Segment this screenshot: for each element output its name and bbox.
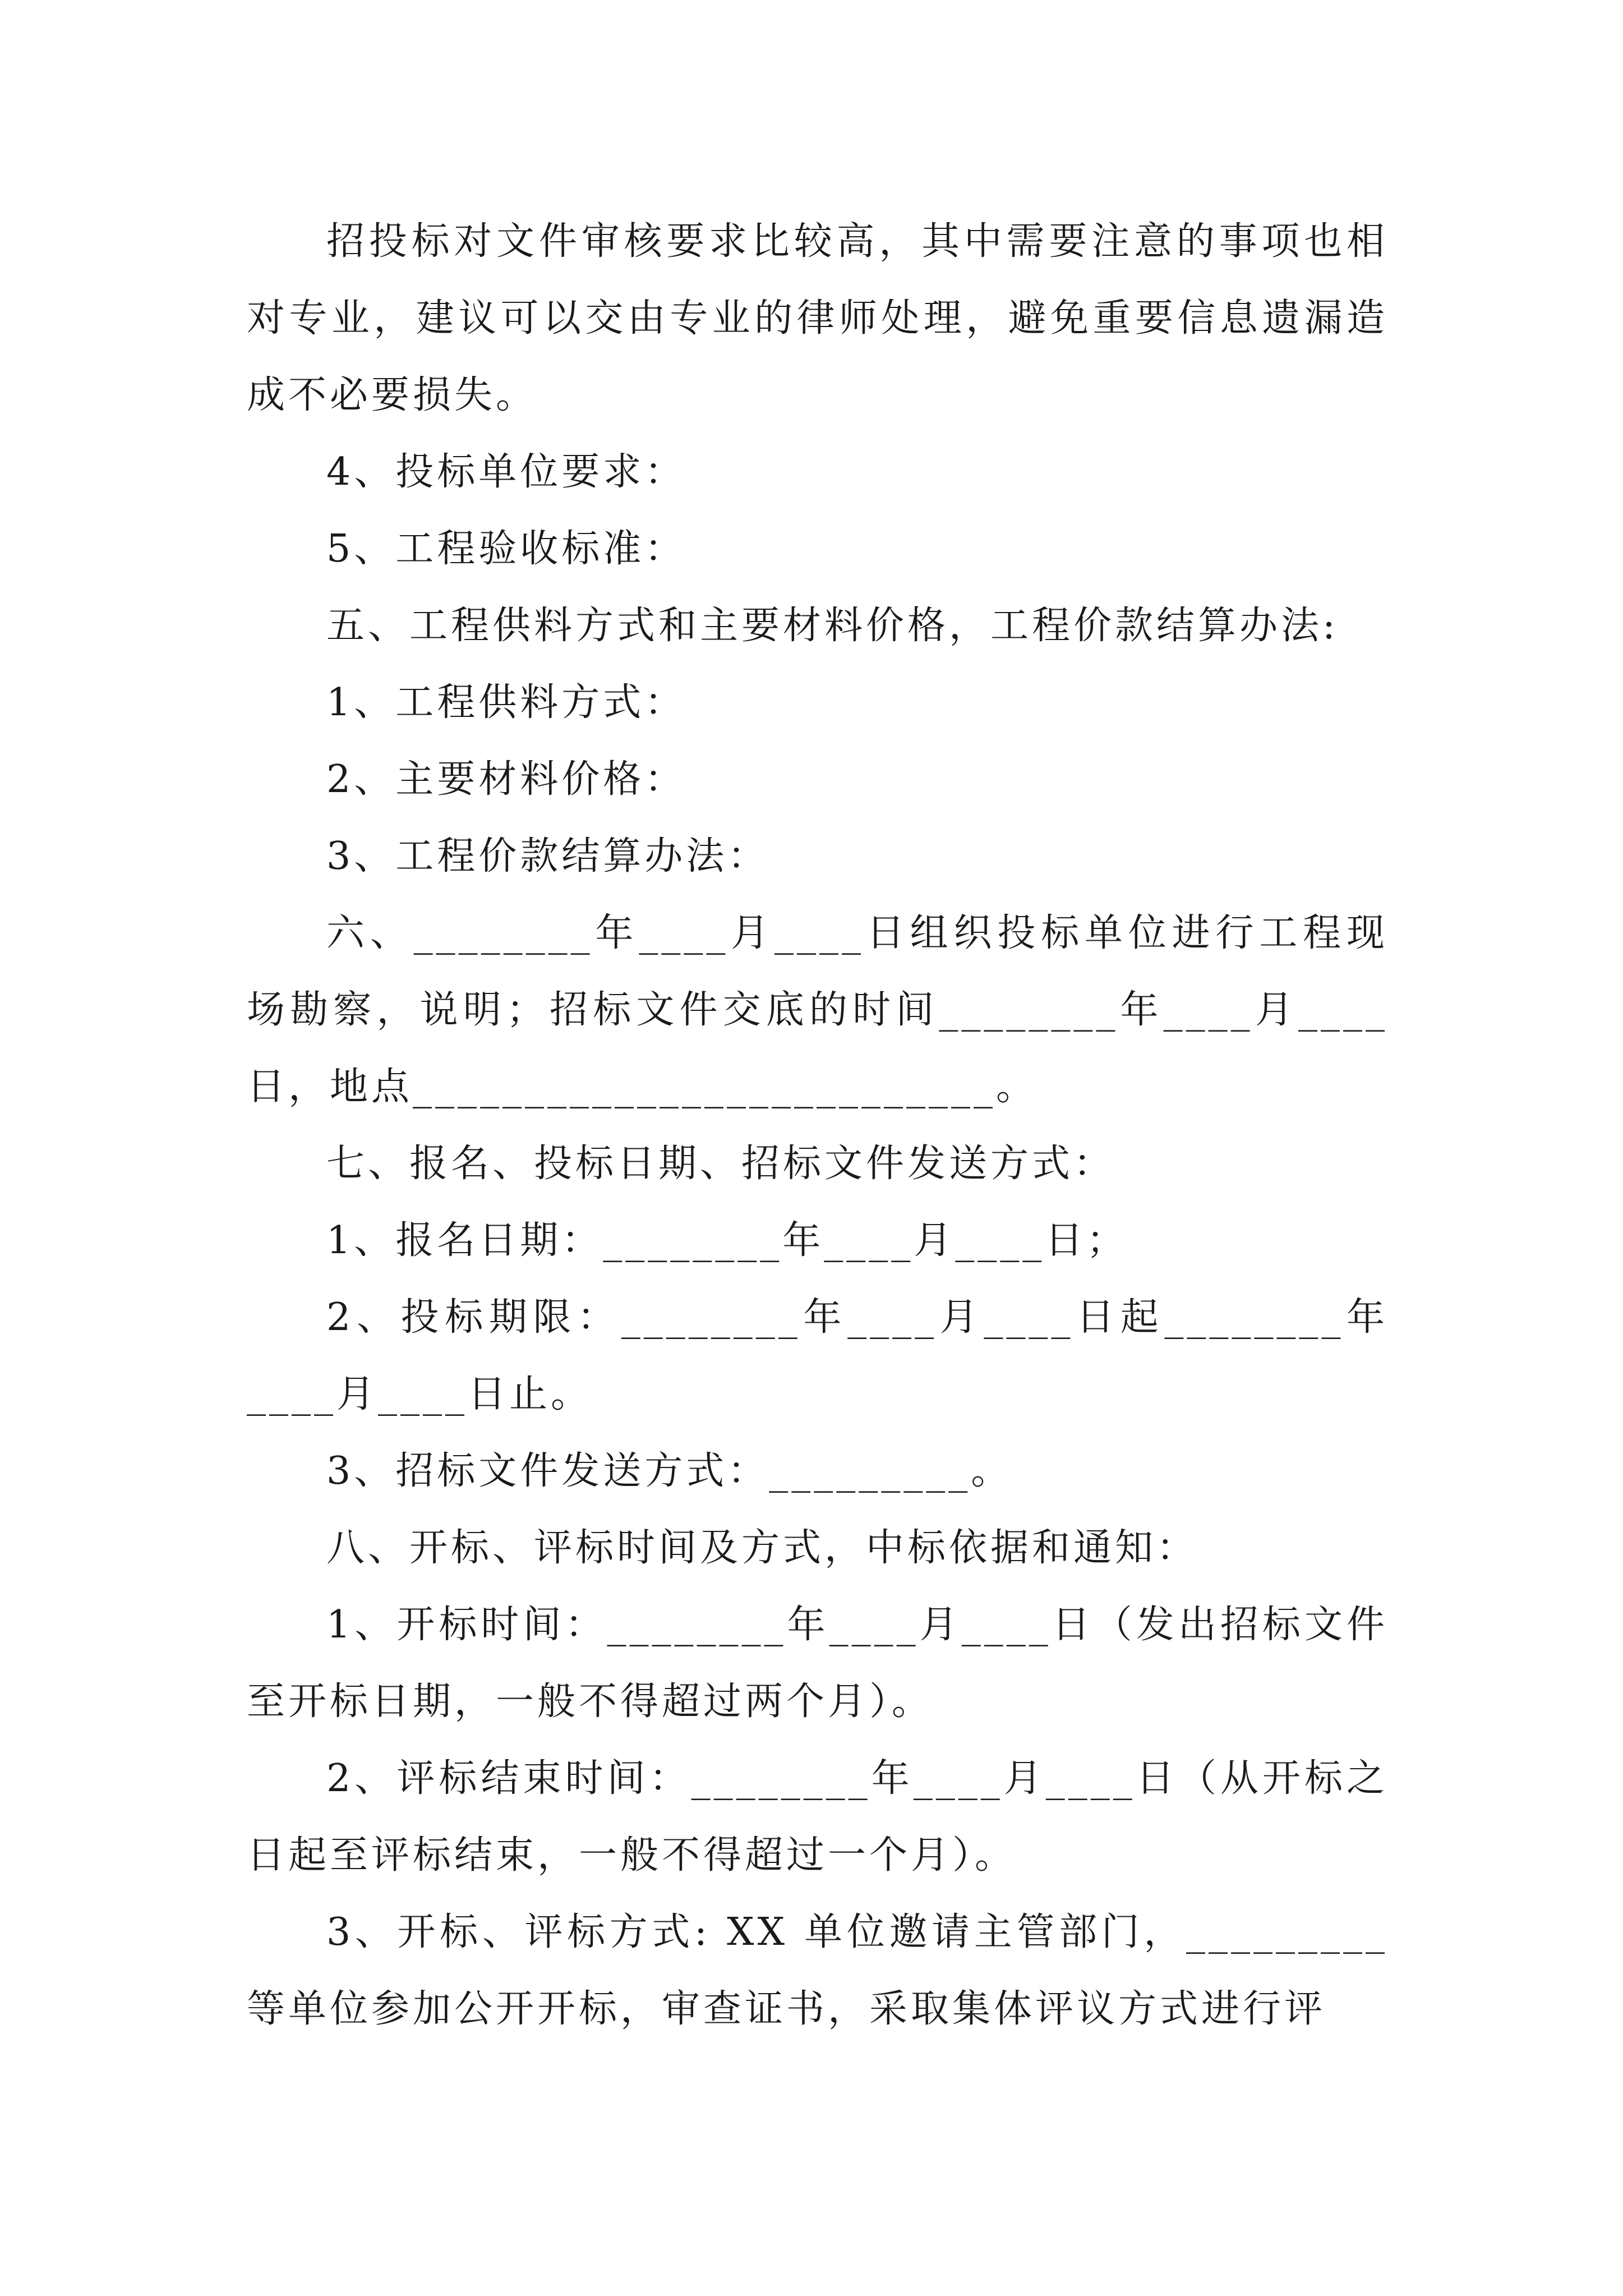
item-material-price: 2、主要材料价格：: [326, 757, 686, 802]
section-eight-heading: 八、开标、评标时间及方式，中标依据和通知：: [326, 1526, 1198, 1570]
item-opening-method: 3、开标、评标方式: XX 单位邀请主管部门，_________等单位参加公开开标，审查证书，采取集体评议方式进行评: [247, 1910, 1388, 2031]
item-document-delivery: 3、招标文件发送方式：_________。: [326, 1449, 1013, 1493]
item-opening-time: 1、开标时间：________年____月____日（发出招标文件至开标日期，一般不得超过两个月）。: [247, 1603, 1388, 1724]
section-seven-heading: 七、报名、投标日期、招标文件发送方式：: [326, 1142, 1115, 1186]
paragraph-review-advice: 招投标对文件审核要求比较高，其中需要注意的事项也相对专业，建议可以交由专业的律师处理，避免重要信息遗漏造成不必要损失。: [247, 219, 1388, 417]
item-acceptance-standard: 5、工程验收标准：: [326, 527, 686, 571]
item-registration-date: 1、报名日期：________年____月____日；: [326, 1218, 1128, 1263]
item-bidder-requirements: 4、投标单位要求：: [326, 450, 686, 494]
item-bid-period: 2、投标期限：________年____月____日起________年____月____日止。: [247, 1295, 1388, 1416]
document-page: [247, 203, 1388, 2047]
item-supply-method: 1、工程供料方式：: [326, 680, 686, 725]
section-five-heading: 五、工程供料方式和主要材料价格，工程价款结算办法:: [326, 604, 1339, 648]
item-settlement-method: 3、工程价款结算办法：: [326, 834, 769, 878]
section-six-site-survey: 六、________年____月____日组织投标单位进行工程现场勘察，说明；招标文件交底的时间________年____月____日，地点__________________________。: [247, 911, 1388, 1109]
item-evaluation-end: 2、评标结束时间：________年____月____日（从开标之日起至评标结束，一般不得超过一个月）。: [247, 1756, 1388, 1878]
